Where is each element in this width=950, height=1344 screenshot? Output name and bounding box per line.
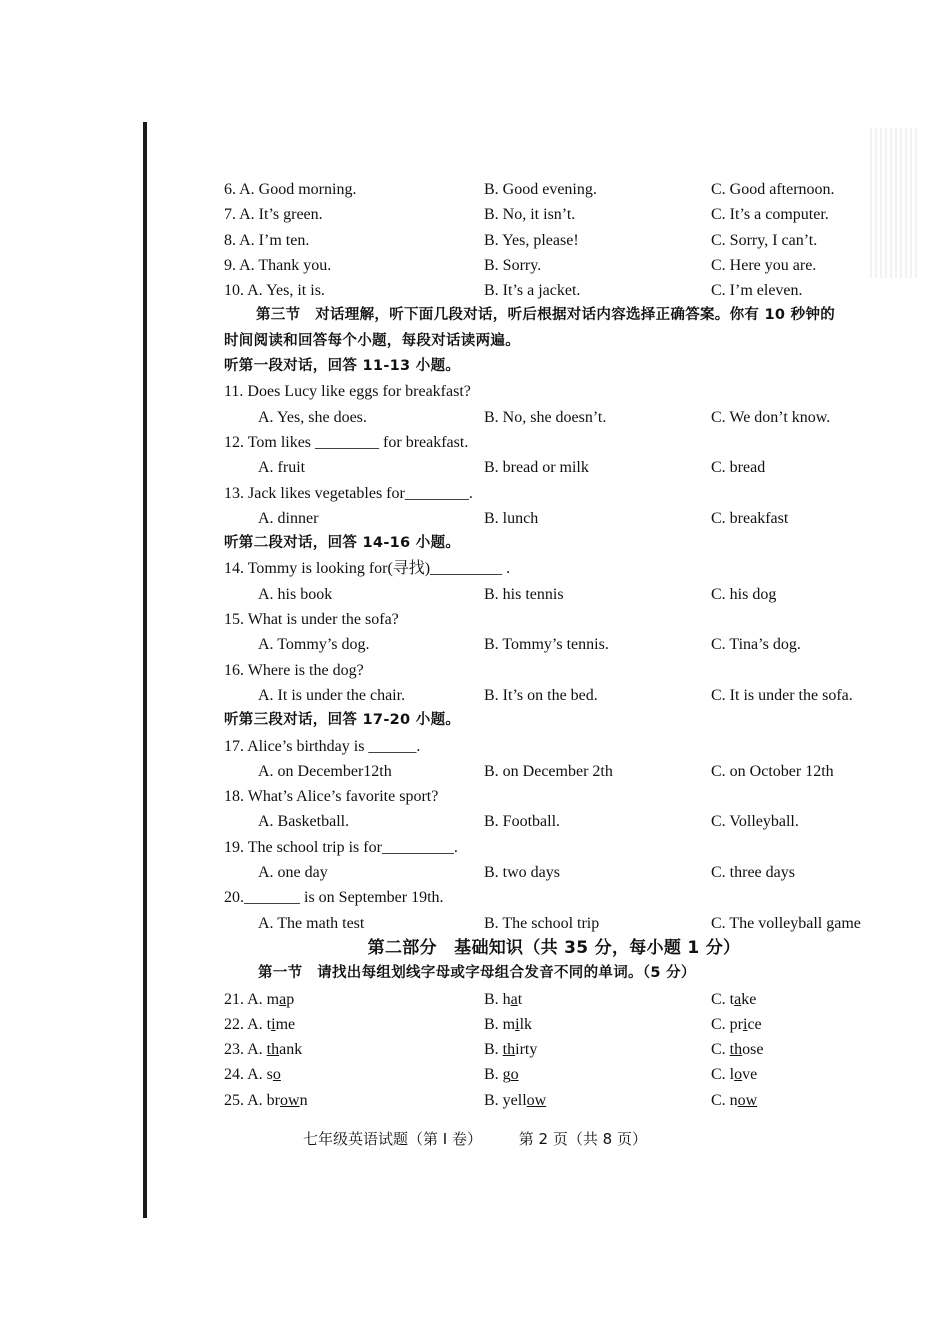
word-part: lk — [519, 1015, 533, 1033]
word-part: pr — [729, 1015, 743, 1033]
underlined-letters: ow — [280, 1091, 300, 1109]
answer-row — [224, 278, 884, 303]
word-a — [224, 1012, 295, 1037]
phonics-row — [224, 1088, 884, 1113]
dialogue1-questions — [224, 379, 884, 531]
word-a — [224, 987, 294, 1012]
word-part: n — [299, 1091, 308, 1109]
dialogue2-header: 听第二段对话，回答 14-16 小题。 — [224, 535, 461, 552]
question-row — [224, 481, 884, 506]
question-text: 11. Does Lucy like eggs for breakfast? — [224, 383, 471, 401]
word-c — [711, 1062, 757, 1087]
word-b — [484, 1062, 519, 1087]
question-text: 15. What is under the sofa? — [224, 611, 399, 629]
answer-row — [224, 860, 884, 885]
section3-instruction-line2: 时间阅读和回答每个小题，每段对话读两遍。 — [224, 332, 520, 349]
word-part: me — [275, 1015, 296, 1033]
question-text: 12. Tom likes ________ for breakfast. — [224, 433, 469, 451]
phonics-row — [224, 1062, 884, 1087]
underlined-letters: th — [502, 1041, 516, 1059]
answer-row — [224, 582, 884, 607]
underlined-letters: th — [729, 1041, 743, 1059]
word-part: ve — [742, 1066, 758, 1084]
dialogue3-questions — [224, 734, 884, 936]
phonics-row — [224, 1012, 884, 1037]
option-b: B. Football. — [484, 813, 561, 831]
option-a: A. Yes, she does. — [258, 408, 367, 426]
part2-section1-instruction: 第一节 请找出每组划线字母或字母组合发音不同的单词。（5 分） — [258, 965, 696, 982]
option-b: B. Yes, please! — [484, 231, 579, 249]
underlined-letters: i — [515, 1015, 520, 1033]
question-text: 13. Jack likes vegetables for________. — [224, 484, 473, 502]
word-part: m — [266, 990, 280, 1008]
option-a: A. Tommy’s dog. — [258, 636, 370, 654]
word-part: h — [502, 990, 511, 1008]
word-c — [711, 1088, 757, 1113]
option-a: A. It is under the chair. — [258, 686, 406, 704]
option-b: B. It’s a jacket. — [484, 282, 581, 300]
option-c: C. his dog — [711, 585, 777, 603]
word-c — [711, 1037, 763, 1062]
question-row — [224, 379, 884, 404]
option-a: 7. A. It’s green. — [224, 206, 323, 224]
answer-row — [224, 809, 884, 834]
underlined-letters: a — [510, 990, 518, 1008]
option-b: B. Tommy’s tennis. — [484, 636, 609, 654]
option-b: B. lunch — [484, 509, 539, 527]
word-part: C. — [711, 1041, 730, 1059]
question-row — [224, 835, 884, 860]
word-part: p — [286, 990, 295, 1008]
word-part: t — [517, 990, 523, 1008]
option-c: C. The volleyball game — [711, 914, 861, 932]
option-c: C. bread — [711, 459, 766, 477]
option-b: B. No, she doesn’t. — [484, 408, 607, 426]
word-part: l — [729, 1066, 735, 1084]
word-part: irty — [515, 1041, 538, 1059]
word-part: 21. A. — [224, 990, 267, 1008]
word-a — [224, 1062, 281, 1087]
answer-row — [224, 253, 884, 278]
word-c — [711, 1012, 762, 1037]
dialogue2-questions — [224, 556, 884, 708]
option-a: A. fruit — [258, 459, 306, 477]
option-a: A. dinner — [258, 509, 319, 527]
page-number: 第 2 页（共 8 页） — [518, 1130, 647, 1148]
option-b: B. on December 2th — [484, 762, 613, 780]
question-text: 18. What’s Alice’s favorite sport? — [224, 788, 439, 806]
answer-row — [224, 228, 884, 253]
option-c: C. breakfast — [711, 509, 789, 527]
underlined-letters: a — [734, 990, 742, 1008]
answer-row — [224, 177, 884, 202]
underlined-letters: ow — [526, 1091, 547, 1109]
part2-title: 第二部分 基础知识（共 35 分，每小题 1 分） — [367, 937, 741, 958]
answer-row — [224, 911, 884, 936]
word-part: br — [266, 1091, 280, 1109]
option-b: B. bread or milk — [484, 459, 589, 477]
option-a: A. The math test — [258, 914, 365, 932]
word-part: ce — [747, 1015, 762, 1033]
word-part: g — [502, 1066, 511, 1084]
underlined-letters: a — [279, 990, 287, 1008]
option-a: A. his book — [258, 585, 333, 603]
underlined-letters: o — [734, 1066, 743, 1084]
question-text: 19. The school trip is for_________. — [224, 838, 458, 856]
option-a: 10. A. Yes, it is. — [224, 282, 325, 300]
answer-row — [224, 632, 884, 657]
word-part: C. — [711, 1015, 730, 1033]
listening-section2 — [224, 177, 884, 303]
option-b: B. his tennis — [484, 585, 564, 603]
option-c: C. Sorry, I can’t. — [711, 231, 818, 249]
question-row — [224, 556, 884, 581]
word-part: ose — [742, 1041, 764, 1059]
option-a: 8. A. I’m ten. — [224, 231, 310, 249]
answer-row — [224, 455, 884, 480]
word-part: s — [266, 1066, 273, 1084]
word-a — [224, 1037, 302, 1062]
word-part: 22. A. — [224, 1015, 267, 1033]
word-part: C. — [711, 990, 730, 1008]
question-text: 14. Tommy is looking for(寻找)_________ . — [224, 560, 511, 578]
answer-row — [224, 759, 884, 784]
phonics-row — [224, 1037, 884, 1062]
question-row — [224, 784, 884, 809]
word-part: m — [502, 1015, 516, 1033]
underlined-letters: o — [272, 1066, 281, 1084]
word-part: B. — [484, 1066, 503, 1084]
question-text: 16. Where is the dog? — [224, 661, 364, 679]
word-part: C. — [711, 1091, 730, 1109]
word-part: ke — [741, 990, 757, 1008]
word-part: ank — [279, 1041, 303, 1059]
option-a: A. on December12th — [258, 762, 392, 780]
option-b: B. It’s on the bed. — [484, 686, 598, 704]
option-b: B. two days — [484, 864, 560, 882]
option-c: C. It’s a computer. — [711, 206, 829, 224]
question-row — [224, 607, 884, 632]
option-c: C. It is under the sofa. — [711, 686, 853, 704]
word-part: yell — [502, 1091, 527, 1109]
underlined-letters: th — [266, 1041, 280, 1059]
option-c: C. Tina’s dog. — [711, 636, 801, 654]
underlined-letters: o — [510, 1066, 519, 1084]
word-part: C. — [711, 1066, 730, 1084]
exam-name: 七年级英语试题（第 I 卷） — [303, 1130, 482, 1148]
option-b: B. No, it isn’t. — [484, 206, 576, 224]
option-a: 9. A. Thank you. — [224, 256, 332, 274]
word-part: n — [729, 1091, 738, 1109]
word-part: 25. A. — [224, 1091, 267, 1109]
word-a — [224, 1088, 308, 1113]
option-c: C. Here you are. — [711, 256, 817, 274]
dialogue3-header: 听第三段对话，回答 17-20 小题。 — [224, 712, 461, 729]
question-row — [224, 885, 884, 910]
word-b — [484, 987, 522, 1012]
underlined-letters: ow — [737, 1091, 758, 1109]
question-text: 17. Alice’s birthday is ______. — [224, 737, 421, 755]
underlined-letters: i — [743, 1015, 748, 1033]
word-part: 23. A. — [224, 1041, 267, 1059]
option-c: C. I’m eleven. — [711, 282, 803, 300]
option-c: C. Good afternoon. — [711, 181, 835, 198]
option-b: B. The school trip — [484, 914, 600, 932]
word-b — [484, 1037, 537, 1062]
option-a: A. Basketball. — [258, 813, 350, 831]
option-c: C. three days — [711, 864, 795, 882]
answer-row — [224, 405, 884, 430]
word-part: t — [266, 1015, 272, 1033]
word-part: 24. A. — [224, 1066, 267, 1084]
answer-row — [224, 506, 884, 531]
exam-content — [224, 177, 884, 1113]
word-part: B. — [484, 990, 503, 1008]
question-row — [224, 430, 884, 455]
answer-row — [224, 683, 884, 708]
binding-edge-line — [143, 122, 147, 1218]
option-c: C. on October 12th — [711, 762, 834, 780]
word-part: B. — [484, 1015, 503, 1033]
option-c: C. Volleyball. — [711, 813, 799, 831]
option-a: 6. A. Good morning. — [224, 181, 357, 198]
question-text: 20._______ is on September 19th. — [224, 889, 444, 907]
word-part: t — [729, 990, 735, 1008]
phonics-items — [224, 987, 884, 1113]
page-footer — [0, 1128, 950, 1149]
option-c: C. We don’t know. — [711, 408, 831, 426]
question-row — [224, 658, 884, 683]
option-a: A. one day — [258, 864, 328, 882]
answer-row — [224, 202, 884, 227]
option-b: B. Sorry. — [484, 256, 542, 274]
underlined-letters: i — [271, 1015, 276, 1033]
option-b: B. Good evening. — [484, 181, 597, 198]
word-b — [484, 1012, 532, 1037]
word-b — [484, 1088, 546, 1113]
dialogue1-header: 听第一段对话，回答 11-13 小题。 — [224, 358, 461, 375]
section3-instruction-line1: 第三节 对话理解，听下面几段对话，听后根据对话内容选择正确答案。你有 10 秒钟的 — [256, 307, 836, 324]
phonics-row — [224, 987, 884, 1012]
word-c — [711, 987, 756, 1012]
word-part: B. — [484, 1091, 503, 1109]
question-row — [224, 734, 884, 759]
word-part: B. — [484, 1041, 503, 1059]
